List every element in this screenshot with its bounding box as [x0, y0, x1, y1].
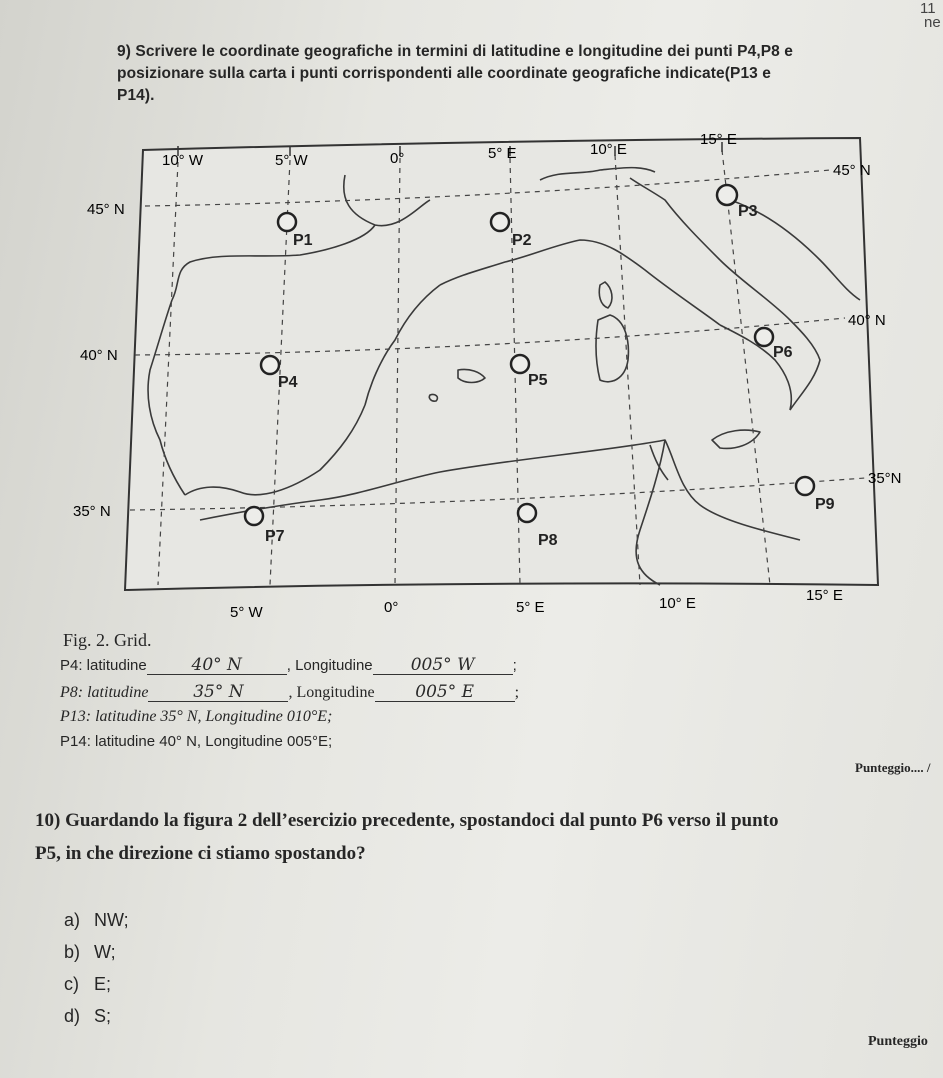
option-c[interactable] — [64, 974, 111, 995]
page-number-mark: 11 — [920, 0, 936, 17]
point-label-p6: P6 — [773, 344, 793, 361]
p8-mid: , Longitudine — [288, 684, 375, 701]
right-lat-label: 40° N — [848, 312, 886, 329]
top-lon-label: 5° E — [488, 145, 517, 162]
left-lat-label: 35° N — [73, 503, 111, 520]
option-letter: b) — [64, 942, 81, 962]
point-label-p5: P5 — [528, 372, 548, 389]
option-text: S; — [94, 1006, 112, 1026]
bottom-lon-label: 5° W — [230, 604, 263, 621]
figure-caption: Fig. 2. Grid. — [63, 630, 152, 650]
option-d[interactable] — [64, 1006, 111, 1027]
map-frame — [125, 138, 878, 590]
point-label-p2: P2 — [512, 232, 532, 249]
option-a[interactable] — [64, 910, 129, 931]
answer-p8 — [60, 683, 519, 702]
right-lat-label: 35°N — [868, 470, 902, 487]
p4-label: P4: latitudine — [60, 657, 147, 674]
option-text: W; — [94, 942, 116, 962]
score-q10: Punteggio — [868, 1034, 928, 1049]
p4-end: ; — [512, 657, 517, 674]
score-q9: Punteggio.... / — [855, 760, 931, 775]
p4-mid: , Longitudine — [286, 657, 373, 674]
p4-longitude-answer[interactable]: 005° W — [373, 656, 513, 675]
p13-coordinates: P13: latitudine 35° N, Longitudine 010°E; — [60, 708, 333, 725]
option-text: NW; — [94, 910, 129, 930]
point-label-p1: P1 — [293, 232, 313, 249]
left-lat-label: 45° N — [87, 201, 125, 218]
corner-word: ne — [924, 14, 941, 31]
option-letter: c) — [64, 974, 79, 994]
option-letter: a) — [64, 910, 81, 930]
q9-text-line2: posizionare sulla carta i punti corrispondenti alle coordinate geografiche indicate(P13 e — [117, 65, 772, 82]
bottom-lon-label: 5° E — [516, 599, 545, 616]
p8-label: P8: latitudine — [60, 684, 149, 701]
top-lon-label: 10° E — [590, 141, 627, 158]
top-lon-label: 0° — [390, 150, 405, 167]
q10-text-line1: 10) Guardando la figura 2 dell’esercizio precedente, spostandoci dal punto P6 verso il punto — [35, 810, 779, 831]
point-label-p7: P7 — [265, 528, 285, 545]
top-lon-label: 15° E — [700, 131, 737, 148]
p14-coordinates: P14: latitudine 40° N, Longitudine 005°E; — [60, 733, 333, 750]
point-label-p4: P4 — [278, 374, 298, 391]
bottom-lon-label: 0° — [384, 599, 399, 616]
right-lat-label: 45° N — [833, 162, 871, 179]
answer-p4 — [60, 656, 517, 675]
p4-latitude-answer[interactable]: 40° N — [147, 656, 287, 675]
left-lat-label: 40° N — [80, 347, 118, 364]
point-label-p3: P3 — [738, 203, 758, 220]
p8-end: ; — [514, 684, 520, 701]
option-b[interactable] — [64, 942, 116, 963]
p8-latitude-answer[interactable]: 35° N — [148, 683, 288, 702]
p8-longitude-answer[interactable]: 005° E — [375, 683, 515, 702]
q9-text-line3: P14). — [117, 87, 155, 104]
bottom-lon-label: 10° E — [659, 595, 696, 612]
option-text: E; — [94, 974, 112, 994]
q9-text-line1: 9) Scrivere le coordinate geografiche in termini di latitudine e longitudine dei punti P4,P8 e — [117, 43, 794, 60]
q10-text-line2: P5, in che direzione ci stiamo spostando? — [35, 843, 366, 864]
point-label-p8: P8 — [538, 532, 558, 549]
option-letter: d) — [64, 1006, 81, 1026]
point-label-p9: P9 — [815, 496, 835, 513]
bottom-lon-label: 15° E — [806, 587, 843, 604]
top-lon-label: 10° W — [162, 152, 204, 169]
top-lon-label: 5° W — [275, 152, 308, 169]
